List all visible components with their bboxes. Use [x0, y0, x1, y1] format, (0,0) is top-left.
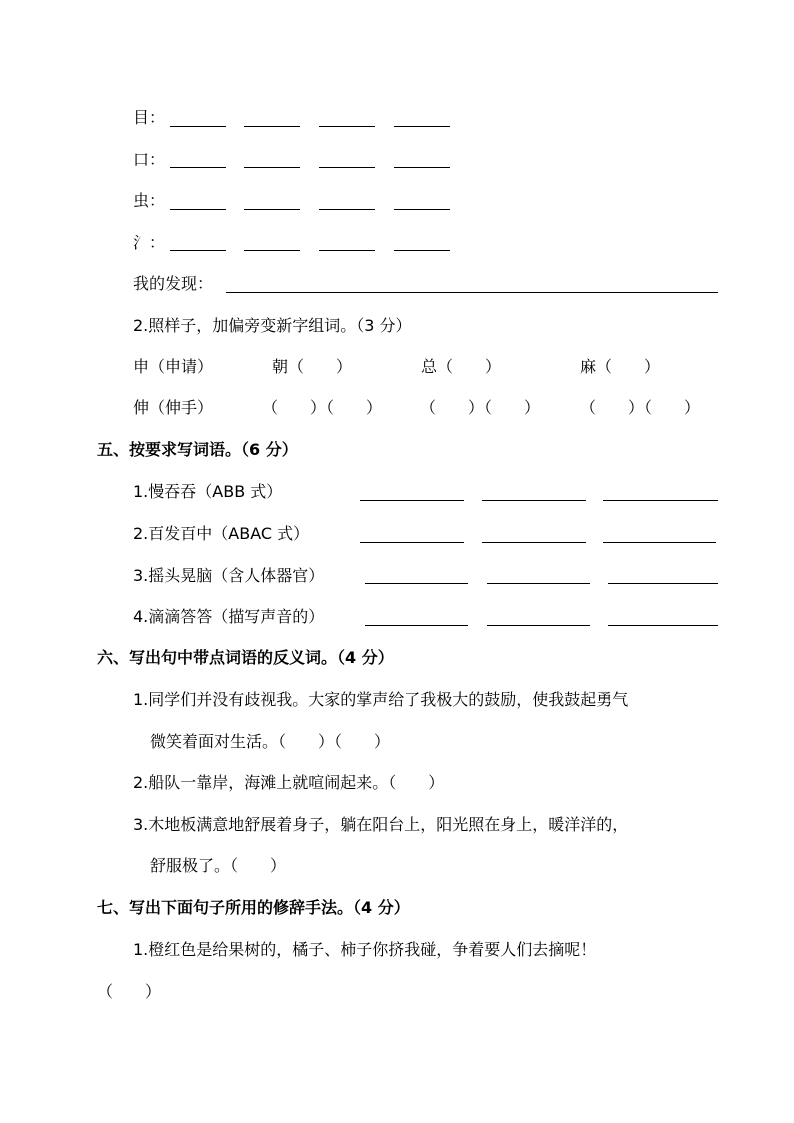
answer-blank[interactable] — [394, 250, 450, 251]
answer-blank[interactable] — [482, 542, 586, 543]
answer-blank[interactable] — [394, 126, 450, 127]
answer-blank[interactable] — [244, 126, 300, 127]
answer-blank[interactable] — [319, 209, 375, 210]
radical-label-kou: 口： — [133, 150, 166, 169]
q2-word-blanks[interactable]: （ ）（ ） — [420, 398, 541, 417]
section5-title: 五、按要求写词语。（6 分） — [97, 440, 298, 459]
section6-line: 2.船队一靠岸，海滩上就喧闹起来。（ ） — [133, 773, 445, 792]
q2-title: 2.照样子，加偏旁变新字组词。（3 分） — [133, 316, 412, 335]
q2-char: 总（ ） — [421, 357, 502, 376]
answer-blank[interactable] — [319, 167, 375, 168]
radical-label-shui: 氵： — [133, 233, 166, 252]
answer-blank[interactable] — [244, 250, 300, 251]
section5-item: 1.慢吞吞（ABB 式） — [133, 482, 283, 501]
answer-blank[interactable] — [365, 583, 468, 584]
radical-label-mu: 目： — [133, 108, 166, 127]
q2-char: 朝（ ） — [272, 357, 353, 376]
section5-item: 3.摇头晃脑（含人体器官） — [133, 566, 325, 585]
q2-word-blanks[interactable]: （ ）（ ） — [262, 398, 383, 417]
section7-title: 七、写出下面句子所用的修辞手法。（4 分） — [97, 898, 410, 917]
answer-blank[interactable] — [360, 500, 464, 501]
answer-blank[interactable] — [608, 625, 718, 626]
finding-blank[interactable] — [226, 292, 718, 293]
answer-blank[interactable] — [603, 500, 718, 501]
answer-blank[interactable] — [394, 209, 450, 210]
answer-blank[interactable] — [319, 250, 375, 251]
answer-blank[interactable] — [360, 542, 464, 543]
answer-blank[interactable] — [170, 126, 226, 127]
section6-line: 舒服极了。（ ） — [150, 856, 287, 875]
section7-line: 1.橙红色是给果树的，橘子、柿子你挤我碰，争着要人们去摘呢！ — [133, 940, 597, 959]
answer-blank[interactable] — [608, 583, 718, 584]
section5-item: 4.滴滴答答（描写声音的） — [133, 607, 325, 626]
answer-blank[interactable] — [487, 625, 590, 626]
section6-line: 3.木地板满意地舒展着身子，躺在阳台上，阳光照在身上，暖洋洋的， — [133, 815, 629, 834]
answer-blank[interactable] — [244, 209, 300, 210]
section6-line: 1.同学们并没有歧视我。大家的掌声给了我极大的鼓励，使我鼓起勇气 — [133, 690, 629, 709]
q2-char: 申（申请） — [133, 357, 214, 376]
radical-label-chong: 虫： — [133, 191, 166, 210]
q2-word-blanks[interactable]: （ ）（ ） — [580, 398, 701, 417]
answer-blank[interactable] — [394, 167, 450, 168]
section5-item: 2.百发百中（ABAC 式） — [133, 524, 310, 543]
answer-blank[interactable] — [170, 209, 226, 210]
answer-blank[interactable] — [170, 250, 226, 251]
answer-blank[interactable] — [487, 583, 590, 584]
answer-blank[interactable] — [365, 625, 468, 626]
answer-blank[interactable] — [244, 167, 300, 168]
section7-line: （ ） — [97, 982, 162, 1001]
finding-label: 我的发现： — [133, 274, 214, 293]
answer-blank[interactable] — [319, 126, 375, 127]
q2-word: 伸（伸手） — [133, 398, 214, 417]
section6-line: 微笑着面对生活。（ ）（ ） — [150, 732, 391, 751]
answer-blank[interactable] — [603, 542, 716, 543]
answer-blank[interactable] — [482, 500, 586, 501]
answer-blank[interactable] — [170, 167, 226, 168]
q2-char: 麻（ ） — [580, 357, 661, 376]
section6-title: 六、写出句中带点词语的反义词。（4 分） — [97, 648, 394, 667]
